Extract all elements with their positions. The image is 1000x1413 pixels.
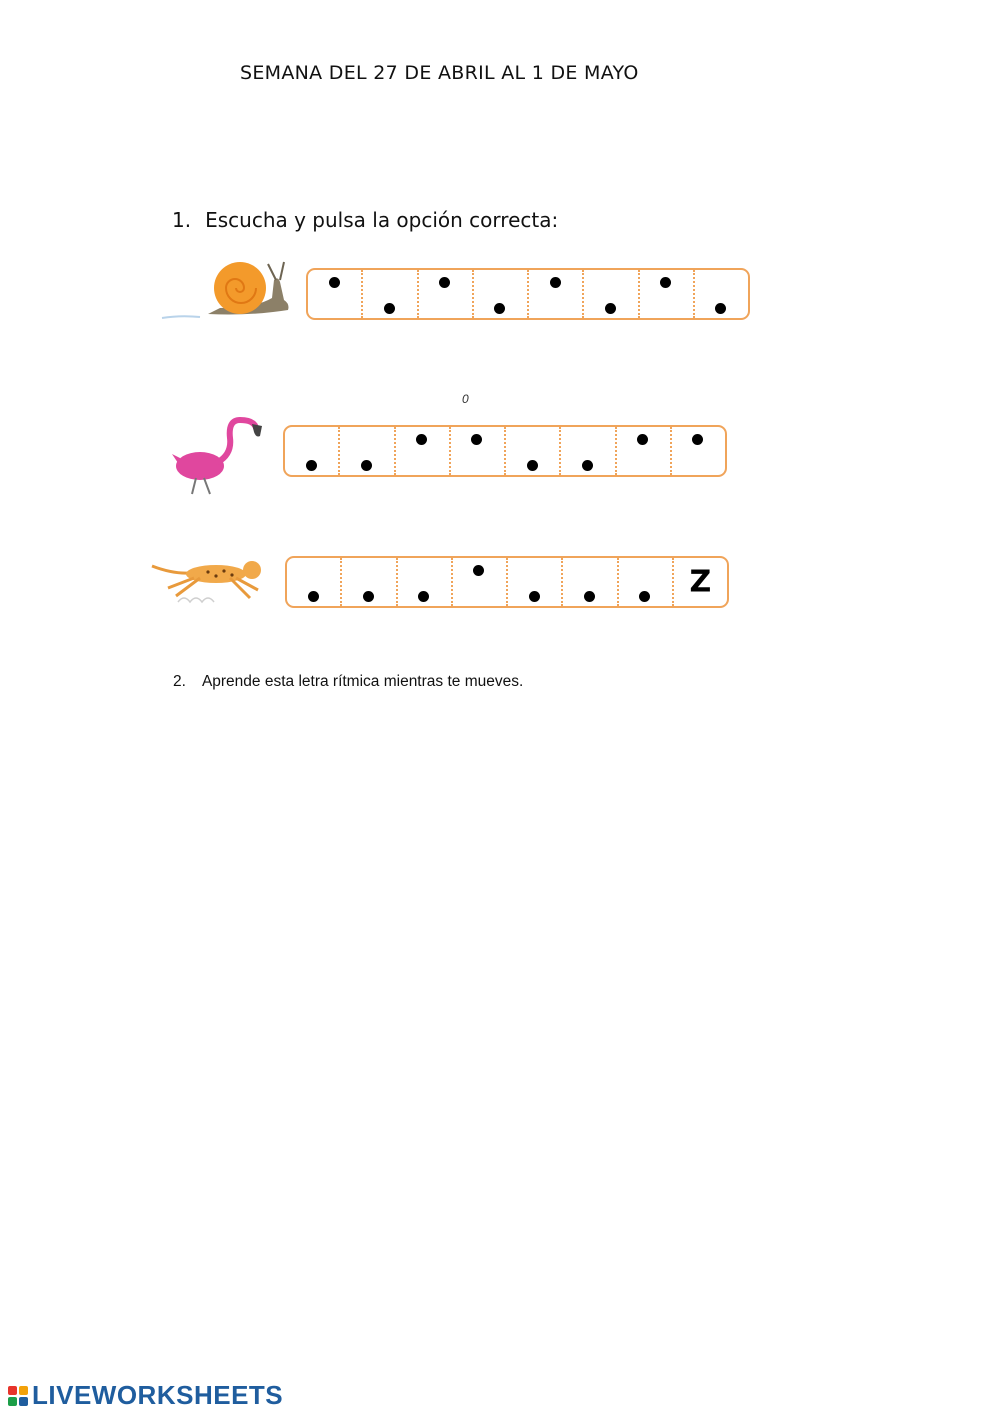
rhythm-dot	[605, 303, 616, 314]
rhythm-cell	[394, 427, 449, 475]
flamingo-illustration	[170, 414, 270, 498]
rhythm-cell	[340, 558, 395, 606]
rhythm-cell	[361, 270, 416, 318]
stray-mark: 0	[462, 392, 469, 406]
rhythm-dot	[384, 303, 395, 314]
rhythm-cell	[506, 558, 561, 606]
question-2-number: 2.	[173, 673, 186, 690]
rhythm-dot	[527, 460, 538, 471]
question-1	[172, 208, 558, 232]
rhythm-dot	[637, 434, 648, 445]
rhythm-dot	[416, 434, 427, 445]
rhythm-dot	[582, 460, 593, 471]
liveworksheets-logo	[8, 1380, 283, 1411]
rhythm-dot	[529, 591, 540, 602]
rhythm-cell	[472, 270, 527, 318]
rhythm-cell	[285, 427, 338, 475]
rhythm-dot	[329, 277, 340, 288]
cheetah-illustration	[148, 548, 266, 614]
rhythm-dot	[550, 277, 561, 288]
rhythm-cell	[582, 270, 637, 318]
rhythm-dot	[660, 277, 671, 288]
rhythm-strip-cheetah[interactable]	[285, 556, 729, 608]
rhythm-cell	[504, 427, 559, 475]
rhythm-dot	[418, 591, 429, 602]
rhythm-strip-snail[interactable]	[306, 268, 750, 320]
rhythm-dot	[361, 460, 372, 471]
rhythm-cell	[672, 558, 727, 606]
rhythm-dot	[692, 434, 703, 445]
rhythm-cell	[617, 558, 672, 606]
rhythm-cell	[449, 427, 504, 475]
rhythm-dot	[439, 277, 450, 288]
question-2-text: Aprende esta letra rítmica mientras te mueves.	[201, 673, 524, 690]
snail-illustration	[160, 258, 295, 324]
rhythm-dot	[306, 460, 317, 471]
question-1-number: 1.	[172, 208, 192, 232]
rhythm-cell	[561, 558, 616, 606]
rhythm-strip-flamingo[interactable]	[283, 425, 727, 477]
rhythm-dot	[308, 591, 319, 602]
question-2	[173, 673, 523, 691]
question-1-text: Escucha y pulsa la opción correcta:	[205, 208, 559, 232]
rhythm-cell	[308, 270, 361, 318]
logo-text: LIVEWORKSHEETS	[32, 1380, 284, 1410]
rhythm-cell	[287, 558, 340, 606]
rhythm-cell	[396, 558, 451, 606]
rhythm-dot	[473, 565, 484, 576]
rhythm-cell	[615, 427, 670, 475]
rhythm-dot	[363, 591, 374, 602]
rhythm-cell	[559, 427, 614, 475]
rhythm-cell	[693, 270, 748, 318]
rhythm-dot	[715, 303, 726, 314]
logo-icon	[8, 1386, 28, 1406]
rhythm-cell	[417, 270, 472, 318]
rest-symbol: Z	[689, 564, 712, 600]
rhythm-cell	[338, 427, 393, 475]
rhythm-dot	[584, 591, 595, 602]
rhythm-dot	[639, 591, 650, 602]
rhythm-cell	[527, 270, 582, 318]
page-title: SEMANA DEL 27 DE ABRIL AL 1 DE MAYO	[240, 62, 639, 84]
rhythm-cell	[451, 558, 506, 606]
rhythm-dot	[471, 434, 482, 445]
rhythm-cell	[670, 427, 725, 475]
rhythm-cell	[638, 270, 693, 318]
rhythm-dot	[494, 303, 505, 314]
